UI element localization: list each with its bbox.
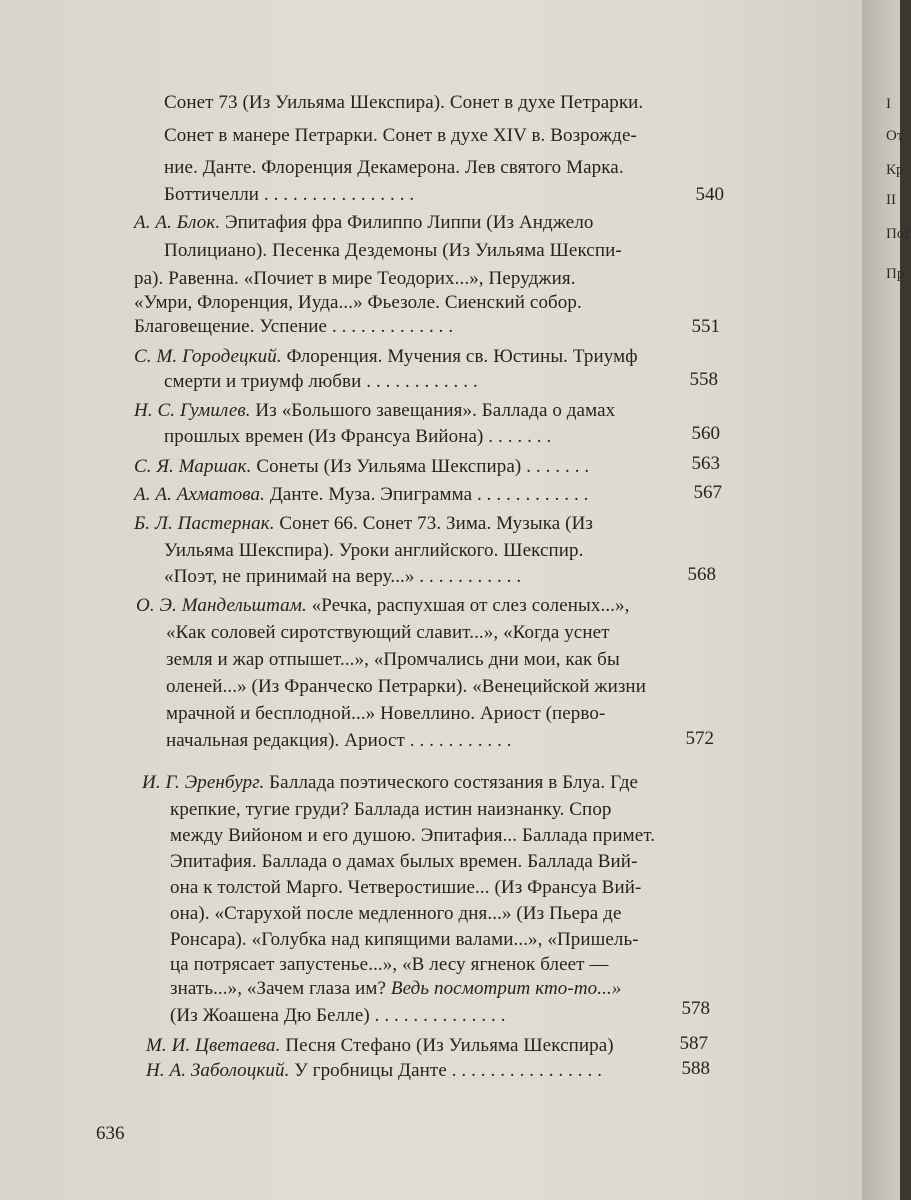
author-name: С. Я. Маршак. — [134, 456, 252, 477]
toc-line: ра). Равенна. «Почиет в мире Теодорих...», Перуджия. — [134, 268, 576, 289]
toc-line: Боттичелли . . . . . . . . . . . . . . . . — [164, 184, 415, 205]
toc-line: крепкие, тугие груди? Баллада истин наизнанку. Спор — [170, 799, 612, 820]
toc-line: между Вийоном и его душою. Эпитафия... Баллада примет. — [170, 825, 656, 846]
toc-line — [134, 212, 594, 234]
page-ref: 540 — [695, 184, 724, 205]
title-text: Данте. Муза. Эпиграмма . . . . . . . . . . . . — [264, 484, 589, 505]
toc-line: Благовещение. Успение . . . . . . . . . . . . . — [134, 316, 454, 337]
title-text: Сонеты (Из Уильяма Шекспира) . . . . . . . — [251, 456, 590, 477]
author-name: О. Э. Мандельштам. — [136, 595, 307, 616]
page-ref: 563 — [691, 453, 720, 474]
toc-line: Эпитафия. Баллада о дамах былых времен. Баллада Вий- — [170, 851, 638, 872]
toc-line: Полициано). Песенка Дездемоны (Из Уильяма Шекспи- — [164, 240, 622, 261]
page-ref: 572 — [685, 728, 714, 749]
toc-line: земля и жар отпышет...», «Промчались дни мои, как бы — [166, 649, 620, 670]
side-mark: I — [886, 96, 891, 112]
author-name: Б. Л. Пастернак. — [134, 513, 275, 534]
toc-line: она). «Старухой после медленного дня...» (Из Пьера де — [170, 903, 622, 924]
toc-line: Ронсара). «Голубка над кипящими валами...», «Пришель- — [170, 929, 639, 950]
toc-line: прошлых времен (Из Франсуа Вийона) . . . . . . . — [164, 426, 552, 447]
toc-line: начальная редакция). Ариост . . . . . . . . . . . — [166, 730, 512, 751]
title-text-italic: Ведь посмотрит кто-то...» — [390, 978, 622, 999]
toc-line: смерти и триумф любви . . . . . . . . . . . . — [164, 371, 478, 392]
author-name: А. А. Блок. — [134, 212, 221, 233]
title-text: Песня Стефано (Из Уильяма Шекспира) — [280, 1035, 614, 1056]
toc-line: мрачной и бесплодной...» Новеллино. Ариост (перво- — [166, 703, 606, 724]
title-text: Флоренция. Мучения св. Юстины. Триумф — [281, 346, 638, 367]
toc-line: «Как соловей сиротствующий славит...», «Когда уснет — [166, 622, 610, 643]
author-name: Н. А. Заболоцкий. — [146, 1060, 290, 1081]
page-ref: 567 — [693, 482, 722, 503]
title-text: Из «Большого завещания». Баллада о дамах — [250, 400, 616, 421]
toc-line: ние. Данте. Флоренция Декамерона. Лев святого Марка. — [164, 157, 624, 178]
toc-line: Сонет 73 (Из Уильяма Шекспира). Сонет в духе Петрарки. — [164, 92, 644, 113]
page-ref: 588 — [681, 1058, 710, 1079]
author-name: М. И. Цветаева. — [146, 1035, 281, 1056]
toc-line — [146, 1060, 602, 1082]
title-text: «Речка, распухшая от слез соленых...», — [306, 595, 630, 616]
author-name: Н. С. Гумилев. — [134, 400, 251, 421]
toc-line — [146, 1035, 614, 1057]
side-mark: II — [886, 192, 896, 208]
toc-line — [134, 456, 589, 478]
title-text: Эпитафия фра Филиппо Липпи (Из Анджело — [220, 212, 594, 233]
toc-line — [170, 978, 621, 1000]
title-text: Баллада поэтического состязания в Блуа. Где — [264, 772, 639, 793]
toc-line: Сонет в манере Петрарки. Сонет в духе XIV в. Возрожде- — [164, 125, 637, 146]
page-ref: 560 — [691, 423, 720, 444]
page-ref: 568 — [687, 564, 716, 585]
toc-line — [134, 346, 638, 368]
toc-line: она к толстой Марго. Четверостишие... (Из Франсуа Вий- — [170, 877, 642, 898]
side-mark: Пос — [886, 226, 911, 242]
toc-line — [134, 513, 593, 535]
page-ref: 558 — [689, 369, 718, 390]
title-text: Сонет 66. Сонет 73. Зима. Музыка (Из — [274, 513, 594, 534]
toc-line — [142, 772, 638, 794]
side-mark: Пр — [886, 266, 905, 282]
author-name: И. Г. Эренбург. — [142, 772, 265, 793]
page-number: 636 — [96, 1123, 125, 1144]
page-ref: 551 — [691, 316, 720, 337]
toc-line: (Из Жоашена Дю Белле) . . . . . . . . . . . . . . — [170, 1005, 506, 1026]
toc-line: «Умри, Флоренция, Иуда...» Фьезоле. Сиенский собор. — [134, 292, 582, 313]
page-ref: 587 — [679, 1033, 708, 1054]
toc-line: ца потрясает запустенье...», «В лесу ягненок блеет — — [170, 954, 609, 975]
toc-line: оленей...» (Из Франческо Петрарки). «Венецийской жизни — [166, 676, 646, 697]
side-mark: Кр — [886, 162, 904, 178]
author-name: С. М. Городецкий. — [134, 346, 282, 367]
title-text: знать...», «Зачем глаза им? — [170, 978, 391, 999]
title-text: У гробницы Данте . . . . . . . . . . . . . . . . — [289, 1060, 603, 1081]
page-ref: 578 — [681, 998, 710, 1019]
adjacent-page-edge — [862, 0, 911, 1200]
toc-line — [134, 484, 589, 506]
toc-line — [134, 400, 615, 422]
side-mark: От — [886, 128, 904, 144]
toc-line: «Поэт, не принимай на веру...» . . . . . . . . . . . — [164, 566, 522, 587]
toc-line — [136, 595, 629, 617]
toc-line: Уильяма Шекспира). Уроки английского. Шекспир. — [164, 540, 584, 561]
author-name: А. А. Ахматова. — [134, 484, 265, 505]
